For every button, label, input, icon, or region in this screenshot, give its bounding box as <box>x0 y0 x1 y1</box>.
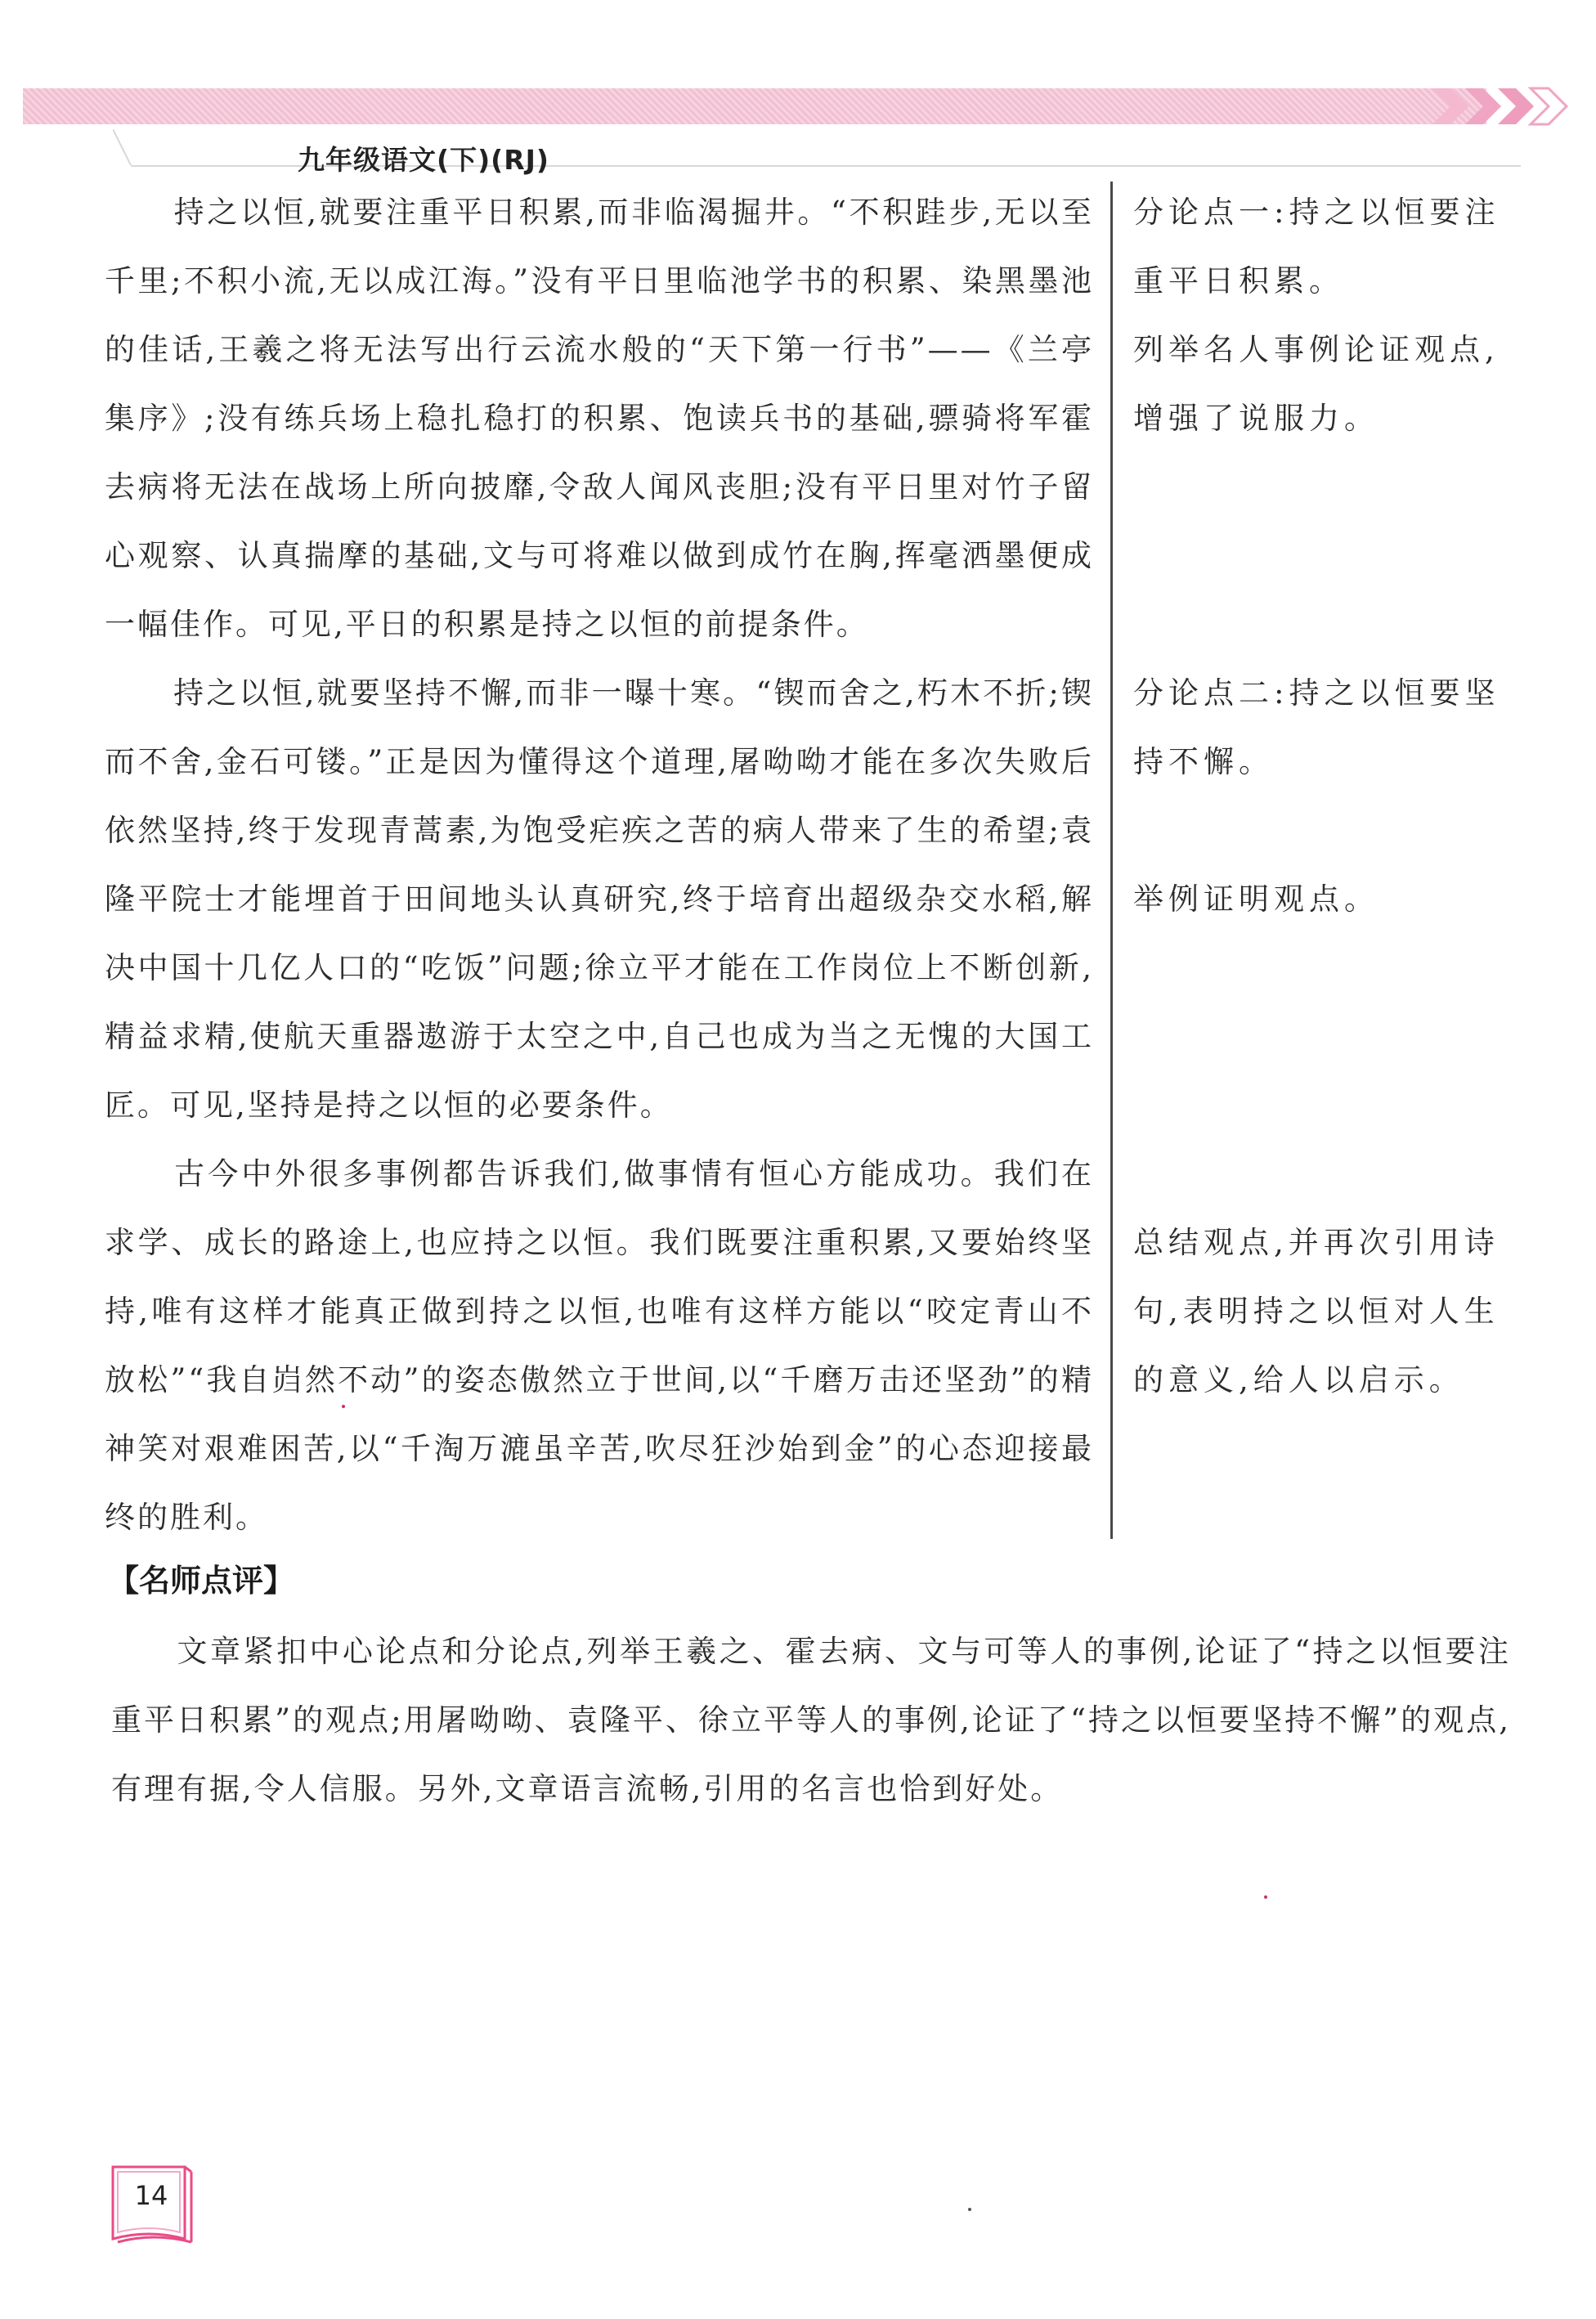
essay-paragraph-2-text: 持之以恒,就要坚持不懈,而非一曝十寒。“锲而舍之,朽木不折;锲而不舍,金石可镂。”正是因为懂得这个道理,屠呦呦才能在多次失败后依然坚持,终于发现青蒿素,为饱受疟疾之苦的病人带来了生的希望;袁隆平院士才能埋首于田间地头认真研究,终于培育出超级杂交水稻,解决中国十几亿人口的“吃饭”问题;徐立平才能在工作岗位上不断创新,精益求精,使航天重器遨游于太空之中,自己也成为当之无愧的大国工匠。可见,坚持是持之以恒的必要条件。 <box>105 675 1094 1123</box>
page-number: 14 <box>134 2180 168 2211</box>
margin-divider <box>1110 182 1113 1539</box>
review-title: 【名师点评】 <box>108 1563 295 1599</box>
annotation-5: 总结观点,并再次引用诗句,表明持之以恒对人生的意义,给人以启示。 <box>1133 1225 1500 1397</box>
essay-paragraph-1-text: 持之以恒,就要注重平日积累,而非临渴掘井。“不积跬步,无以至千里;不积小流,无以成江海。”没有平日里临池学书的积累、染黑墨池的佳话,王羲之将无法写出行云流水般的“天下第一行书”——《兰亭集序》;没有练兵场上稳扎稳打的积累、饱读兵书的基础,骠骑将军霍去病将无法在战场上所向披靡,令敌人闻风丧胆;没有平日里对竹子留心观察、认真揣摩的基础,文与可将难以做到成竹在胸,挥毫洒墨便成一幅佳作。可见,平日的积累是持之以恒的前提条件。 <box>105 195 1094 642</box>
essay-paragraph-2 <box>105 659 1094 1140</box>
print-speck <box>968 2208 971 2211</box>
annotation-4: 举例证明观点。 <box>1133 881 1379 917</box>
chevron-arrows-icon <box>1432 82 1580 131</box>
essay-paragraph-1 <box>105 178 1094 659</box>
print-speck <box>342 1405 345 1408</box>
annotation-2: 列举名人事例论证观点,增强了说服力。 <box>1133 332 1500 436</box>
review-body <box>111 1617 1511 1823</box>
essay-paragraph-3-text: 古今中外很多事例都告诉我们,做事情有恒心方能成功。我们在求学、成长的路途上,也应持之以恒。我们既要注重积累,又要始终坚持,唯有这样才能真正做到持之以恒,也唯有这样方能以“咬定青山不放松”“我自岿然不动”的姿态傲然立于世间,以“千磨万击还坚劲”的精神笑对艰难困苦,以“千淘万漉虽辛苦,吹尽狂沙始到金”的心态迎接最终的胜利。 <box>105 1156 1094 1535</box>
annotation-1: 分论点一:持之以恒要注重平日积累。 <box>1133 195 1500 298</box>
annotation-3: 分论点二:持之以恒要坚持不懈。 <box>1133 675 1500 779</box>
review-body-text: 文章紧扣中心论点和分论点,列举王羲之、霍去病、文与可等人的事例,论证了“持之以恒要注重平日积累”的观点;用屠呦呦、袁隆平、徐立平等人的事例,论证了“持之以恒要坚持不懈”的观点,有理有据,令人信服。另外,文章语言流畅,引用的名言也恰到好处。 <box>111 1634 1511 1806</box>
print-speck <box>1264 1895 1267 1899</box>
essay-paragraph-3 <box>105 1140 1094 1552</box>
header-pink-band <box>23 88 1486 124</box>
book-title: 九年级语文(下)(RJ) <box>298 144 550 176</box>
header-corner-line <box>113 129 162 167</box>
